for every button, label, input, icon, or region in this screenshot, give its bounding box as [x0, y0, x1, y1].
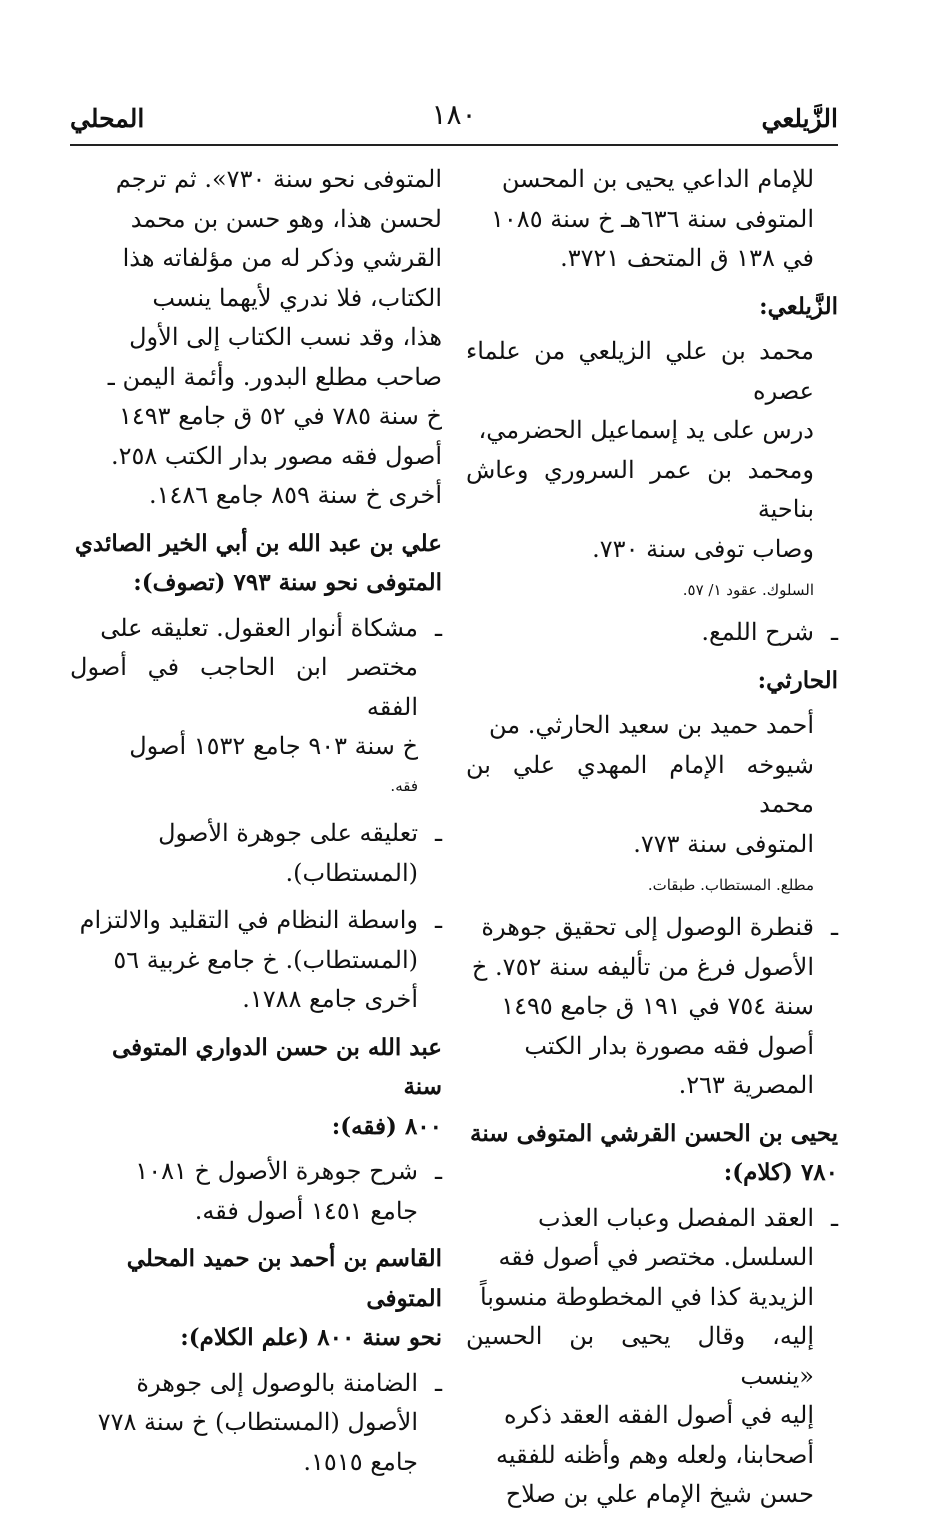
text-line: مشكاة أنوار العقول. تعليقه على [100, 613, 418, 642]
work-item [70, 814, 442, 893]
text-line: الزيدية كذا في المخطوطة منسوباً [479, 1282, 814, 1311]
text-line: شرح اللمع. [701, 618, 814, 646]
text-line: الأصول (المستطاب) خ سنة ٧٧٨ [97, 1408, 418, 1436]
text-line: شرح جوهرة الأصول خ ١٠٨١ [135, 1157, 418, 1185]
text-line: أحمد حميد بن سعيد الحارثي. من [489, 711, 814, 739]
title-line: القاسم بن أحمد بن حميد المحلي المتوفى [126, 1245, 442, 1312]
dash-marker: ـ [434, 1157, 442, 1185]
work-item [466, 908, 838, 1106]
text-line: المتوفى سنة ٦٣٦هـ خ سنة ١٠٨٥ [491, 204, 814, 233]
title-line: عبد الله بن حسن الدواري المتوفى سنة [111, 1033, 442, 1100]
text-line: صاحب مطلع البدور. وأئمة اليمن ـ [107, 362, 442, 391]
text-line: قنطرة الوصول إلى تحقيق جوهرة [481, 913, 814, 941]
work-item [70, 901, 442, 1020]
source-note-harithi: مطلع. المستطاب. طبقات. [647, 876, 814, 894]
work-item [70, 1152, 442, 1231]
entry-title-saidi [70, 524, 442, 603]
text-line: القرشي وذكر له من مؤلفاته هذا [122, 244, 442, 272]
text-line: لحسن هذا، وهو حسن بن محمد [130, 204, 442, 233]
header-entry-left: المحلي [70, 104, 145, 133]
entry-title-dawari [70, 1028, 442, 1147]
text-line: محمد بن علي الزيلعي من علماء عصره [466, 337, 814, 405]
text-line: المتوفى نحو سنة ٧٣٠». ثم ترجم [115, 165, 442, 193]
left-column [70, 160, 442, 1490]
text-line: خ سنة ٩٠٣ جامع ١٥٣٢ أصول [129, 732, 418, 760]
text-line: أخرى جامع ١٧٨٨. [242, 985, 418, 1013]
text-line: تعليقه على جوهرة الأصول [158, 819, 418, 847]
source-note-zaylai: السلوك. عقود ١/ ٥٧. [682, 581, 814, 599]
text-line: في ١٣٨ ق المتحف ٣٧٢١. [560, 244, 814, 272]
text-line: شيوخه الإمام المهدي علي بن محمد [466, 750, 814, 818]
text-line: أخرى خ سنة ٨٥٩ جامع ١٤٨٦. [148, 481, 442, 509]
text-line: جامع ١٤٥١ أصول فقه. [194, 1196, 418, 1225]
text-line: الضامنة بالوصول إلى جوهرة [136, 1368, 418, 1397]
title-line: نحو سنة ٨٠٠ (علم الكلام): [180, 1324, 442, 1351]
text-line: حسن شيخ الإمام علي بن صلاح [505, 1480, 814, 1508]
text-line: مختصر ابن الحاجب في أصول الفقه [70, 653, 418, 721]
text-line: (المستطاب). [285, 858, 418, 887]
text-line: فقه. [390, 776, 418, 795]
text-line: المصرية ٢٦٣. [678, 1071, 814, 1099]
title-line: ٨٠٠ (فقه): [331, 1112, 442, 1140]
text-line: وصاب توفى سنة ٧٣٠. [592, 534, 814, 563]
text-line: العقد المفصل وعباب العذب [538, 1203, 814, 1232]
header-entry-right: الزَّيلعي [761, 104, 838, 133]
text-line: أصول فقه مصور بدار الكتب ٢٥٨. [110, 441, 442, 470]
title-line: المتوفى نحو سنة ٧٩٣ (تصوف): [133, 569, 442, 596]
title-line: ٧٨٠ (كلام): [723, 1159, 838, 1186]
entry-body-zaylai [466, 332, 838, 569]
text-line: المتوفى سنة ٧٧٣. [633, 829, 814, 858]
dash-marker: ـ [434, 613, 442, 642]
dash-marker: ـ [830, 1203, 838, 1232]
text-line: أصول فقه مصورة بدار الكتب [524, 1031, 814, 1060]
work-item [70, 1364, 442, 1483]
text-line: السلسل. مختصر في أصول فقه [498, 1243, 814, 1271]
work-item [466, 1199, 838, 1515]
dash-marker: ـ [434, 1368, 442, 1397]
work-item [466, 613, 838, 653]
page-number: ١٨٠ [431, 98, 477, 131]
text-line: درس على يد إسماعيل الحضرمي، [478, 416, 814, 444]
entry-body-harithi [466, 706, 838, 864]
text-line: خ سنة ٧٨٥ في ٥٢ ق جامع ١٤٩٣ [118, 402, 442, 430]
entry-title-harithi: الحارثي: [757, 666, 838, 694]
text-line: ومحمد بن عمر السروري وعاش بناحية [466, 455, 814, 523]
work-item [70, 609, 442, 807]
text-line: الأصول فرغ من تأليفه سنة ٧٥٢. خ [471, 952, 814, 981]
entry-title-muhalli [70, 1239, 442, 1358]
page-header [70, 98, 838, 146]
dash-marker: ـ [830, 618, 838, 646]
text-line: جامع ١٥١٥. [303, 1447, 418, 1476]
text-line: هذا، وقد نسب الكتاب إلى الأول [129, 323, 442, 351]
continuation-text [466, 160, 838, 279]
text-line: (المستطاب). خ جامع غربية ٥٦ [113, 945, 418, 974]
text-line: الكتاب، فلا ندري لأيهما ينسب [152, 283, 442, 312]
dash-marker: ـ [434, 906, 442, 934]
entry-title-zaylai: الزَّيلعي: [759, 292, 838, 320]
text-line: سنة ٧٥٤ في ١٩١ ق جامع ١٤٩٥ [501, 992, 814, 1020]
text-line: إليه، وقال يحيى بن الحسين «ينسب [466, 1322, 814, 1390]
title-line: علي بن عبد الله بن أبي الخير الصائدي [74, 529, 442, 557]
text-line: أصحابنا، ولعله وهم وأظنه للفقيه [496, 1440, 814, 1469]
right-column [466, 160, 838, 1523]
text-line: واسطة النظام في التقليد والالتزام [79, 906, 418, 934]
dash-marker: ـ [830, 913, 838, 941]
text-line: إليه في أصول الفقه العقد ذكره [504, 1401, 814, 1429]
text-line: للإمام الداعي يحيى بن المحسن [501, 165, 814, 193]
dash-marker: ـ [434, 819, 442, 847]
entry-title-qurashi [466, 1114, 838, 1193]
title-line: يحيى بن الحسن القرشي المتوفى سنة [470, 1119, 838, 1147]
continuation-text [70, 160, 442, 516]
